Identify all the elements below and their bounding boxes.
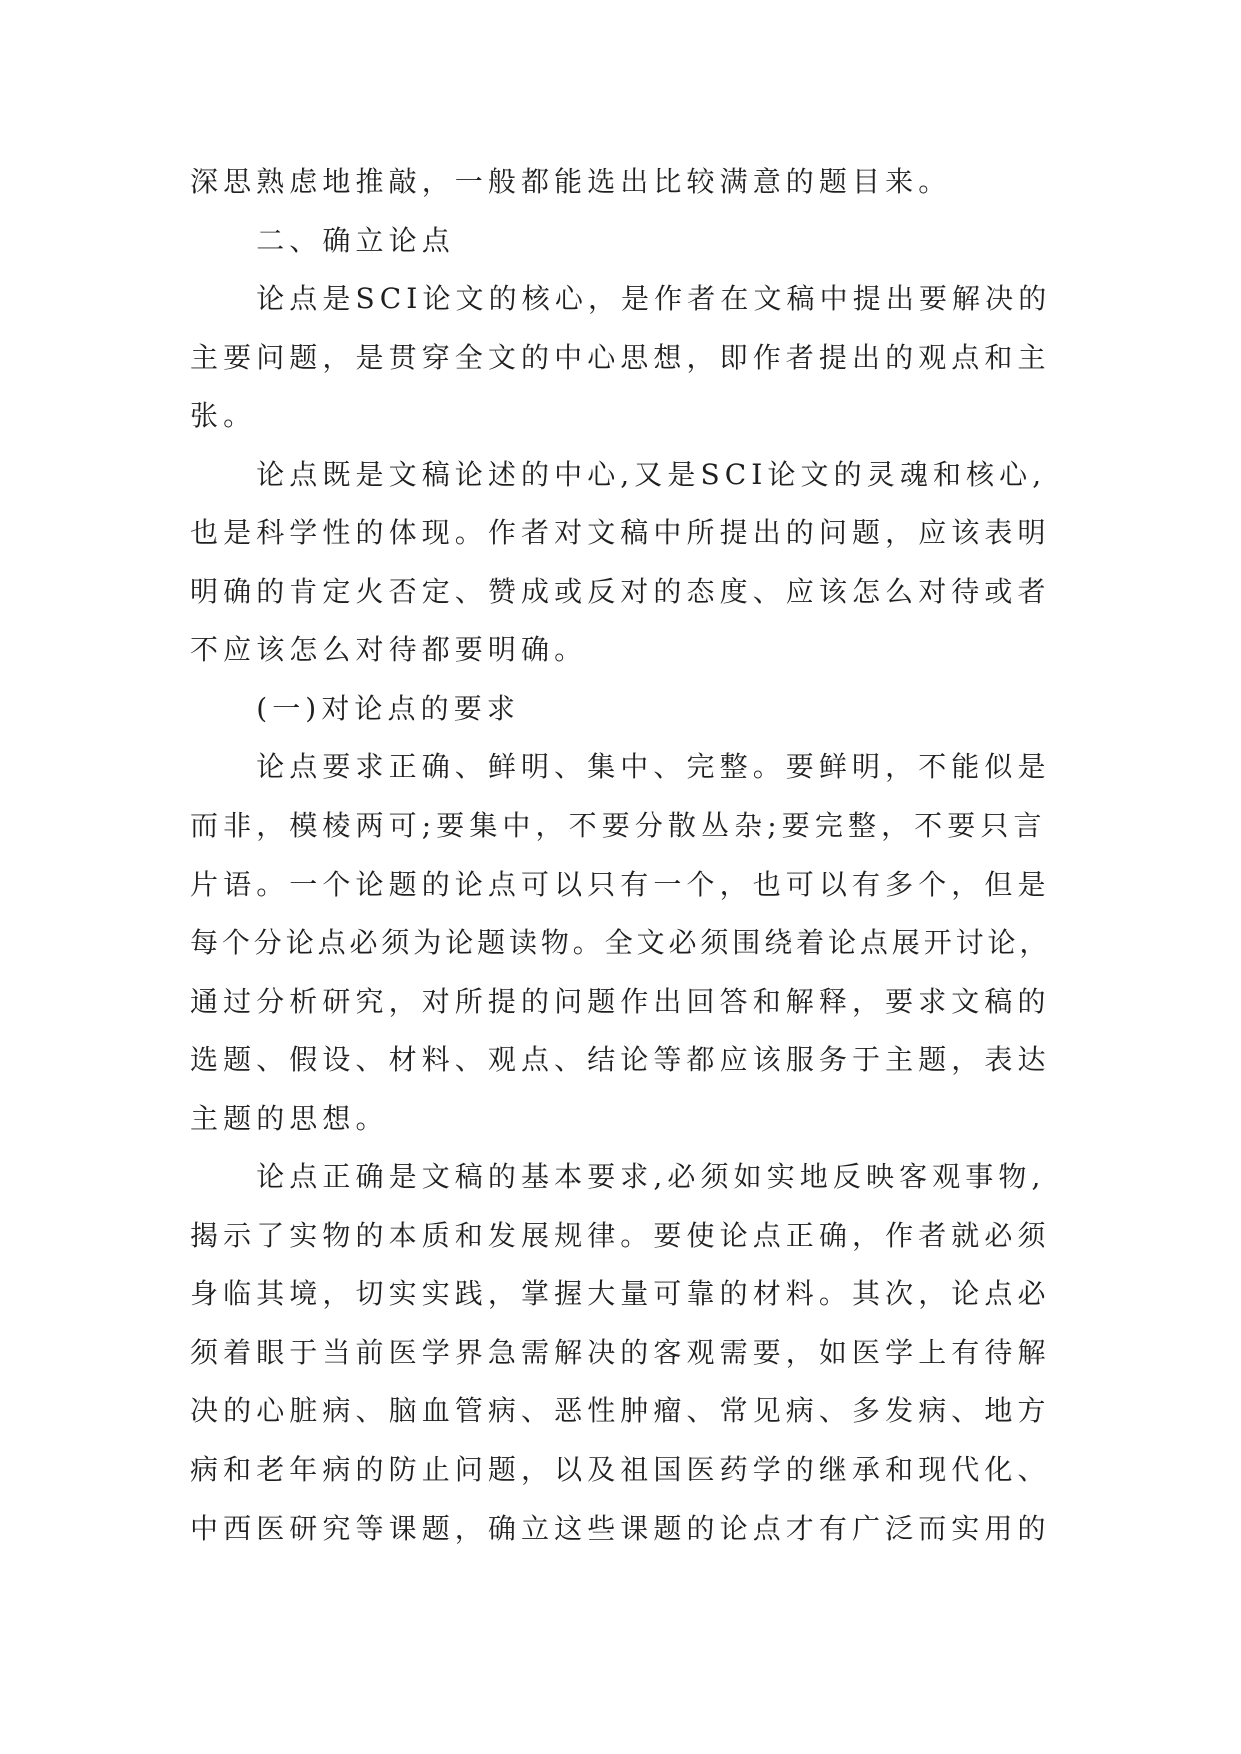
text-line: 揭示了实物的本质和发展规律。要使论点正确，作者就必须 xyxy=(190,1218,1051,1252)
text-line: 张。 xyxy=(190,399,257,433)
paragraph xyxy=(190,446,1051,680)
paragraph xyxy=(190,270,1051,446)
paragraph xyxy=(190,1148,1051,1558)
text-line: 身临其境，切实实践，掌握大量可靠的材料。其次，论点必 xyxy=(190,1277,1051,1311)
subsection-heading-text: (一)对论点的要求 xyxy=(256,691,520,725)
text-line: 明确的肯定火否定、赞成或反对的态度、应该怎么对待或者 xyxy=(190,574,1051,608)
text-line: 论点是SCI论文的核心，是作者在文稿中提出要解决的 xyxy=(256,282,1052,316)
subsection-heading xyxy=(190,680,1051,739)
paragraph xyxy=(190,738,1051,1148)
paragraph-continuation xyxy=(190,153,1051,212)
text-line: 也是科学性的体现。作者对文稿中所提出的问题，应该表明 xyxy=(190,516,1051,550)
section-heading xyxy=(190,212,1051,271)
text-line: 片语。一个论题的论点可以只有一个，也可以有多个，但是 xyxy=(190,867,1051,901)
text-line: 深思熟虑地推敲，一般都能选出比较满意的题目来。 xyxy=(190,165,952,198)
section-heading-text: 二、确立论点 xyxy=(256,223,455,257)
text-line: 主题的思想。 xyxy=(190,1101,389,1135)
text-line: 论点既是文稿论述的中心,又是SCI论文的灵魂和核心, xyxy=(256,457,1047,491)
document-body xyxy=(190,153,1051,1558)
text-line: 须着眼于当前医学界急需解决的客观需要，如医学上有待解 xyxy=(190,1335,1051,1369)
text-line: 论点要求正确、鲜明、集中、完整。要鲜明，不能似是 xyxy=(256,750,1051,784)
text-line: 不应该怎么对待都要明确。 xyxy=(190,633,588,667)
text-line: 主要问题，是贯穿全文的中心思想，即作者提出的观点和主 xyxy=(190,340,1051,374)
text-line: 而非，模棱两可;要集中，不要分散丛杂;要完整，不要只言 xyxy=(190,809,1047,843)
text-line: 选题、假设、材料、观点、结论等都应该服务于主题，表达 xyxy=(190,1043,1051,1077)
text-line: 每个分论点必须为论题读物。全文必须围绕着论点展开讨论， xyxy=(190,926,1052,960)
text-line: 决的心脏病、脑血管病、恶性肿瘤、常见病、多发病、地方 xyxy=(190,1394,1051,1428)
text-line: 论点正确是文稿的基本要求,必须如实地反映客观事物, xyxy=(256,1160,1046,1194)
text-line: 通过分析研究，对所提的问题作出回答和解释，要求文稿的 xyxy=(190,984,1051,1018)
text-line: 中西医研究等课题，确立这些课题的论点才有广泛而实用的 xyxy=(190,1511,1051,1545)
text-line: 病和老年病的防止问题，以及祖国医药学的继承和现代化、 xyxy=(190,1453,1051,1487)
